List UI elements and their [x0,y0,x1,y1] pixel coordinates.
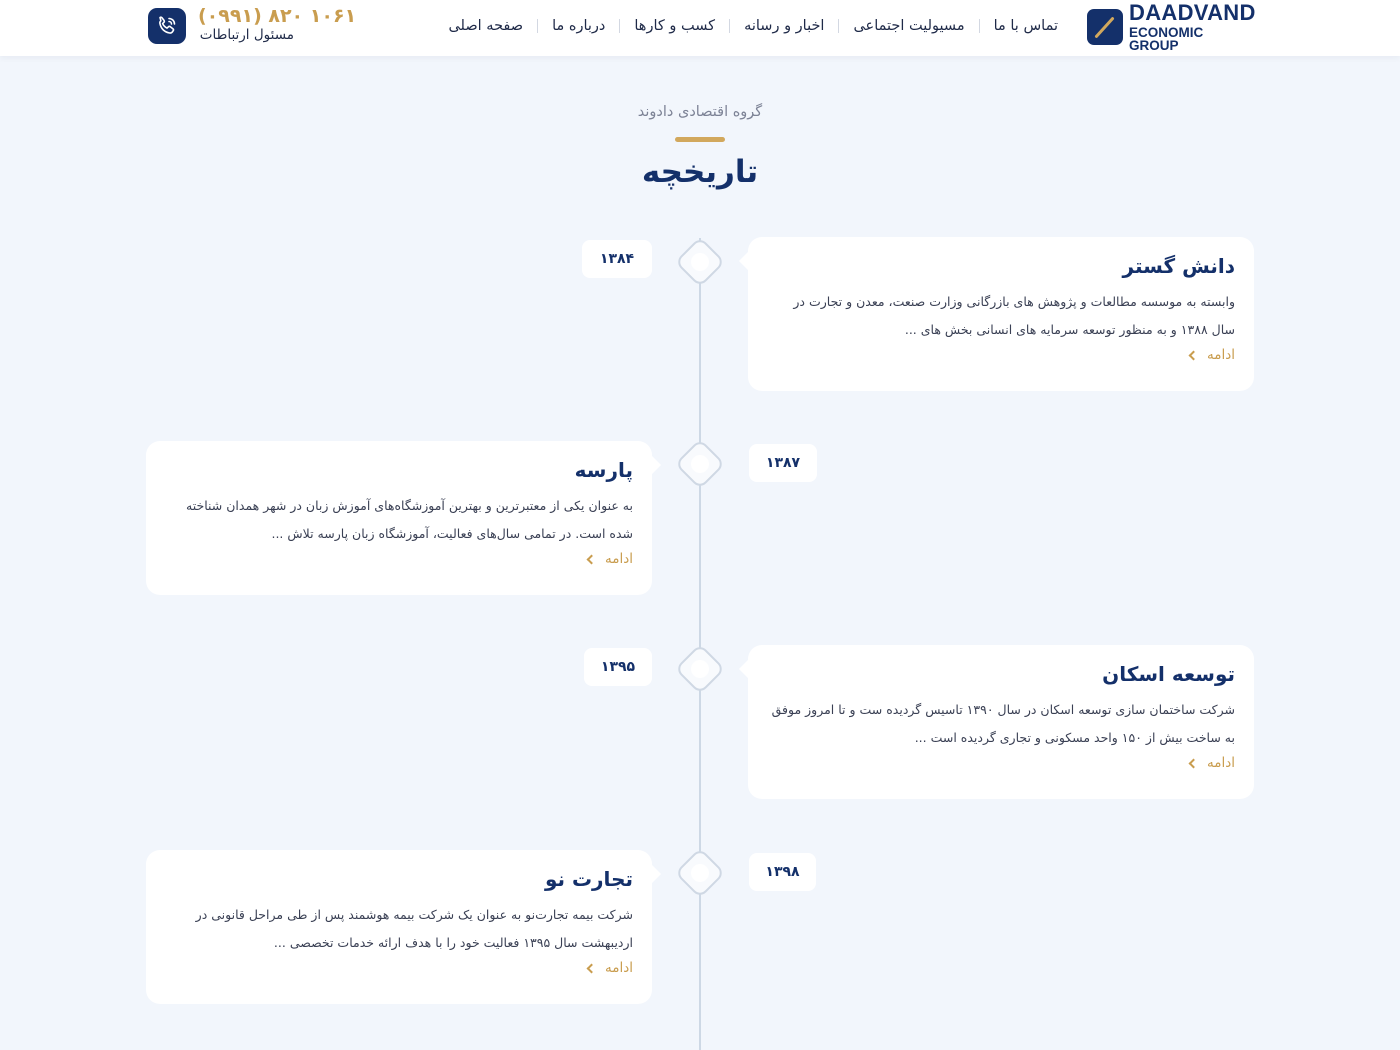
nav-about[interactable]: درباره ما [552,18,606,34]
read-more-link[interactable] [588,960,633,976]
card-text-line: وابسته به موسسه مطالعات و پژوهش های بازرگانی وزارت صنعت، معدن و تجارت در [793,294,1235,309]
chevron-left-icon [587,963,597,973]
nav-contact[interactable]: تماس با ما [993,18,1058,34]
year-badge: ۱۳۸۷ [749,444,817,482]
nav-divider [619,19,620,33]
chevron-left-icon [587,554,597,564]
card-text-line: اردیبهشت سال ۱۳۹۵ فعالیت خود را با هدف ارائه خدمات تخصصی ... [273,935,633,950]
read-more-label: ادامه [1207,755,1235,771]
logo-subtitle: ECONOMIC GROUP [1129,24,1204,53]
timeline-node [675,848,726,899]
read-more-label: ادامه [605,551,633,567]
site-header [0,0,1400,56]
phone-icon[interactable] [148,8,186,44]
nav-divider [537,19,538,33]
nav-divider [979,19,980,33]
logo-name: DAADVAND [1129,0,1256,25]
timeline-card [146,441,652,595]
card-text-line: سال ۱۳۸۸ و به منظور توسعه سرمایه های انسانی بخش های ... [904,322,1235,337]
card-description [767,696,1235,752]
read-more-link[interactable] [1190,755,1235,771]
card-title: توسعه اسکان [1102,662,1235,686]
read-more-link[interactable] [588,551,633,567]
year-badge: ۱۳۹۵ [584,648,652,686]
nav-businesses[interactable]: کسب و کارها [634,18,716,34]
nav-home[interactable]: صفحه اصلی [448,18,524,34]
page-title: تاریخچه [641,154,759,190]
logo-mark-icon [1087,9,1123,45]
card-text-line: به ساخت بیش از ۱۵۰ واحد مسکونی و تجاری گردیده است ... [914,730,1235,745]
section-subtitle: گروه اقتصادی دادوند [637,104,763,120]
card-text-line: به عنوان یکی از معتبرترین و بهترین آموزشگاه‌های آموزش زبان در شهر همدان شناخته [186,498,633,513]
nav-social-responsibility[interactable]: مسیولیت اجتماعی [853,18,965,34]
timeline-node [675,644,726,695]
read-more-label: ادامه [605,960,633,976]
title-accent-bar [675,137,725,142]
card-text-line: شده است. در تمامی سال‌های فعالیت، آموزشگاه زبان پارسه تلاش ... [271,526,633,541]
card-text-line: شرکت ساختمان سازی توسعه اسکان در سال ۱۳۹۰ تاسیس گردیده ست و تا امروز موفق [771,702,1235,717]
nav-news[interactable]: اخبار و رسانه [744,18,825,34]
timeline-node [675,439,726,490]
phone-number[interactable]: (۰۹۹۱) ۸۲۰ ۱۰۶۱ [198,5,357,27]
phone-label: مسئول ارتباطات [199,27,294,43]
nav-divider [838,19,839,33]
card-title: تجارت نو [544,867,633,891]
card-description [767,288,1235,344]
timeline-card [146,850,652,1004]
card-text-line: شرکت بیمه تجارت‌نو به عنوان یک شرکت بیمه هوشمند پس از طی مراحل قانونی در [195,907,633,922]
card-description [165,492,633,548]
chevron-left-icon [1189,758,1199,768]
timeline-node [675,237,726,288]
nav-divider [729,19,730,33]
card-title: پارسه [574,458,633,482]
chevron-left-icon [1189,350,1199,360]
card-description [165,901,633,957]
year-badge: ۱۳۸۴ [582,240,652,278]
timeline-card [748,237,1254,391]
timeline-card [748,645,1254,799]
main-nav [448,14,1058,38]
read-more-link[interactable] [1190,347,1235,363]
year-badge: ۱۳۹۸ [749,853,816,891]
logo-text [1129,2,1256,53]
site-logo[interactable] [1087,0,1256,53]
card-title: دانش گستر [1122,254,1235,278]
timeline-line [699,238,701,1050]
read-more-label: ادامه [1207,347,1235,363]
